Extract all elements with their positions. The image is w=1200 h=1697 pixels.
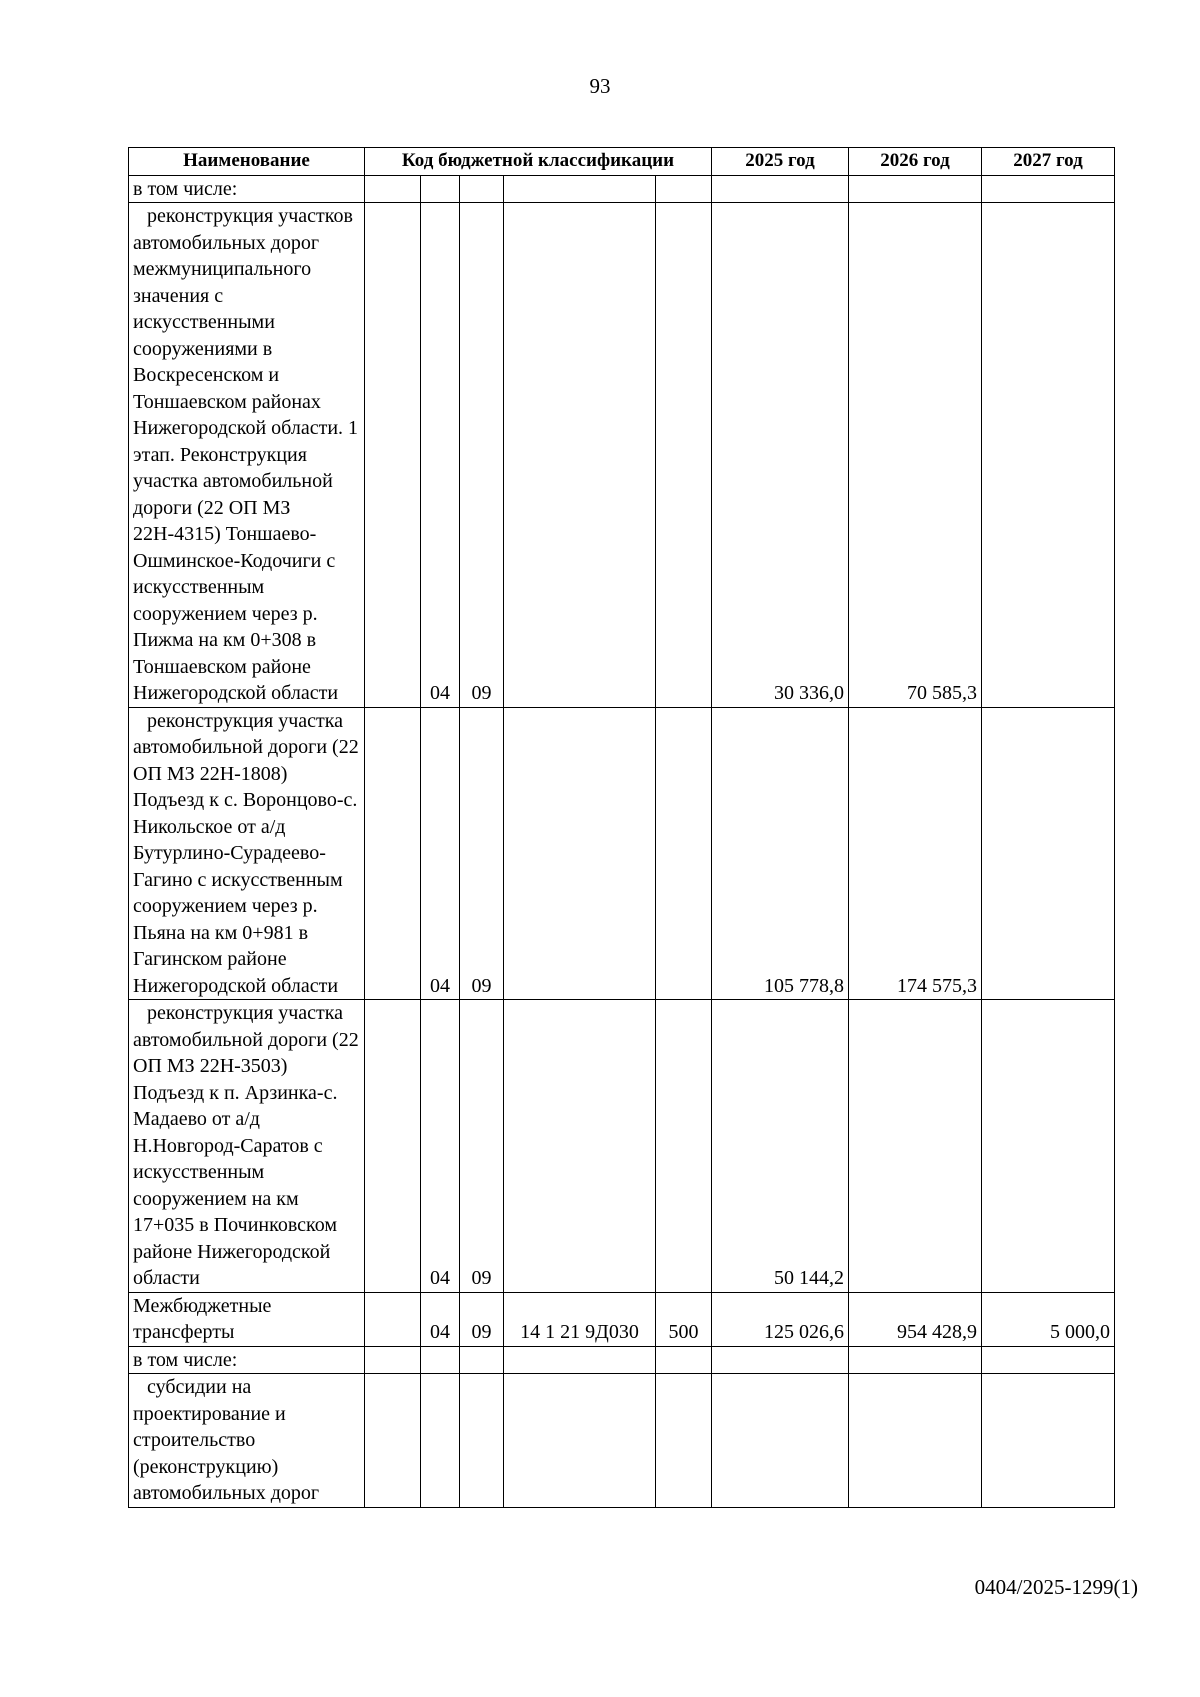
cell-2027 <box>982 175 1115 203</box>
cell-2026 <box>849 175 982 203</box>
cell-section <box>421 1346 460 1374</box>
cell-2026: 954 428,9 <box>849 1292 982 1346</box>
cell-expense-type: 500 <box>656 1292 712 1346</box>
table-row <box>129 203 1115 708</box>
header-2027: 2027 год <box>982 148 1115 176</box>
table-row <box>129 1346 1115 1374</box>
cell-2025 <box>712 1374 849 1508</box>
cell-subsection: 09 <box>460 1000 504 1293</box>
cell-2027 <box>982 1346 1115 1374</box>
cell-section: 04 <box>421 1000 460 1293</box>
cell-target-article <box>504 1346 656 1374</box>
cell-2027 <box>982 707 1115 1000</box>
row-name-text: реконструкция участка автомобильной дороги (22 ОП МЗ 22Н-1808) Подъезд к с. Воронцово-с. Никольское от а/д Бутурлино-Сурадеево-Гагино с искусственным сооружением через р. Пьяна на км 0+981 в Гагинском районе Нижегородской области <box>133 709 359 997</box>
cell-2026: 174 575,3 <box>849 707 982 1000</box>
cell-subsection <box>460 175 504 203</box>
cell-target-article <box>504 1000 656 1293</box>
cell-2027 <box>982 203 1115 708</box>
cell-code-1 <box>365 1346 421 1374</box>
cell-2025: 30 336,0 <box>712 203 849 708</box>
cell-target-article <box>504 175 656 203</box>
cell-name <box>129 1000 365 1293</box>
row-name-text: реконструкция участка автомобильной дороги (22 ОП МЗ 22Н-3503) Подъезд к п. Арзинка-с. Мадаево от а/д Н.Новгород-Саратов с искусственным сооружением на км 17+035 в Починковском районе Нижегородской области <box>133 1002 359 1289</box>
cell-section <box>421 175 460 203</box>
cell-code-1 <box>365 707 421 1000</box>
cell-code-1 <box>365 1292 421 1346</box>
cell-code-1 <box>365 1374 421 1508</box>
page-number: 93 <box>589 74 611 98</box>
cell-target-article <box>504 707 656 1000</box>
cell-expense-type <box>656 203 712 708</box>
row-name-text: субсидии на проектирование и строительство (реконструкцию) автомобильных дорог <box>133 1376 320 1504</box>
table-row <box>129 1292 1115 1346</box>
cell-2025 <box>712 1346 849 1374</box>
table-row <box>129 1374 1115 1508</box>
table-row <box>129 1000 1115 1293</box>
cell-2027: 5 000,0 <box>982 1292 1115 1346</box>
header-2026: 2026 год <box>849 148 982 176</box>
cell-code-1 <box>365 175 421 203</box>
cell-section: 04 <box>421 203 460 708</box>
header-2025: 2025 год <box>712 148 849 176</box>
row-name-text: реконструкция участков автомобильных дорог межмуниципального значения с искусственными сооружениями в Воскресенском и Тоншаевском районах Нижегородской области. 1 этап. Реконструкция участка автомобильной дороги (22 ОП МЗ 22Н-4315) Тоншаево-Ошминское-Кодочиги с искусственным сооружением через р. Пижма на км 0+308 в Тоншаевском районе Нижегородской области <box>133 205 359 704</box>
cell-subsection <box>460 1374 504 1508</box>
cell-code-1 <box>365 203 421 708</box>
cell-section: 04 <box>421 1292 460 1346</box>
cell-2026 <box>849 1346 982 1374</box>
cell-section: 04 <box>421 707 460 1000</box>
cell-2026 <box>849 1000 982 1293</box>
cell-section <box>421 1374 460 1508</box>
cell-target-article <box>504 1374 656 1508</box>
cell-expense-type <box>656 175 712 203</box>
cell-subsection: 09 <box>460 1292 504 1346</box>
cell-subsection: 09 <box>460 203 504 708</box>
cell-2026: 70 585,3 <box>849 203 982 708</box>
cell-expense-type <box>656 1000 712 1293</box>
cell-target-article: 14 1 21 9Д030 <box>504 1292 656 1346</box>
cell-name: в том числе: <box>129 175 365 203</box>
table-row <box>129 175 1115 203</box>
cell-2026 <box>849 1374 982 1508</box>
header-code: Код бюджетной классификации <box>365 148 712 176</box>
cell-2025: 105 778,8 <box>712 707 849 1000</box>
cell-2025: 125 026,6 <box>712 1292 849 1346</box>
table-header-row <box>129 148 1115 176</box>
cell-subsection: 09 <box>460 707 504 1000</box>
budget-table <box>128 147 1115 1508</box>
cell-2027 <box>982 1000 1115 1293</box>
table-body <box>129 175 1115 1507</box>
cell-2027 <box>982 1374 1115 1508</box>
cell-name <box>129 203 365 708</box>
cell-expense-type <box>656 707 712 1000</box>
cell-name: в том числе: <box>129 1346 365 1374</box>
document-number: 0404/2025-1299(1) <box>974 1575 1138 1599</box>
cell-subsection <box>460 1346 504 1374</box>
cell-expense-type <box>656 1374 712 1508</box>
header-name: Наименование <box>129 148 365 176</box>
cell-target-article <box>504 203 656 708</box>
table-row <box>129 707 1115 1000</box>
cell-2025: 50 144,2 <box>712 1000 849 1293</box>
cell-name <box>129 707 365 1000</box>
cell-name: Межбюджетные трансферты <box>129 1292 365 1346</box>
cell-code-1 <box>365 1000 421 1293</box>
cell-name <box>129 1374 365 1508</box>
cell-2025 <box>712 175 849 203</box>
cell-expense-type <box>656 1346 712 1374</box>
